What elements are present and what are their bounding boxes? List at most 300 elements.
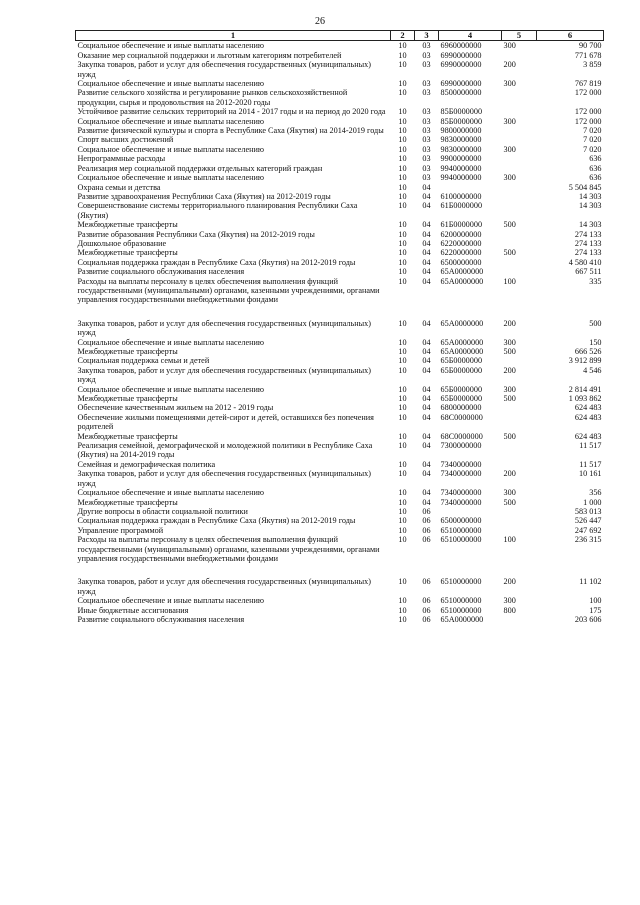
cell-amount: 636 — [589, 154, 602, 164]
cell-section: 10 — [398, 229, 407, 239]
cell-name: Развитие здравоохранения Республики Саха (Якутия) на 2012-2019 годы — [77, 191, 331, 201]
table-row — [76, 356, 604, 365]
cell-section: 10 — [398, 347, 407, 356]
cell-subsection: 04 — [422, 431, 431, 441]
cell-subsection: 04 — [422, 191, 431, 201]
cell-name: Социальное обеспечение и иные выплаты населению — [77, 384, 264, 394]
cell-section: 10 — [398, 516, 407, 526]
cell-amount: 667 511 — [575, 267, 602, 277]
cell-expense-type — [502, 258, 537, 267]
cell-subsection: 04 — [422, 337, 431, 347]
cell-expense-type: 200 — [503, 365, 516, 375]
table-row — [76, 192, 604, 201]
cell-target-article: 6510000000 — [440, 535, 482, 545]
cell-subsection: 03 — [422, 163, 431, 173]
cell-section: 10 — [398, 506, 407, 516]
cell-name: Межбюджетные трансферты — [77, 248, 178, 258]
cell-target-article: 65Б0000000 — [440, 356, 483, 366]
cell-name: Иные бюджетные ассигнования — [77, 605, 189, 615]
cell-target-article — [439, 507, 502, 516]
table-row — [76, 79, 604, 88]
cell-section: 10 — [398, 182, 407, 192]
cell-name: Социальное обеспечение и иные выплаты населению — [77, 144, 264, 154]
cell-amount: 274 133 — [574, 229, 602, 239]
cell-amount: 14 303 — [578, 191, 602, 201]
cell-subsection: 04 — [422, 365, 431, 375]
table-row — [76, 403, 604, 412]
cell-amount: 150 — [589, 337, 602, 347]
cell-section: 10 — [398, 497, 407, 507]
cell-subsection: 04 — [422, 318, 431, 328]
cell-amount: 7 020 — [583, 126, 602, 136]
cell-target-article — [439, 183, 502, 192]
cell-subsection: 04 — [422, 403, 431, 413]
cell-name: Устойчивое развитие сельских территорий на 2014 - 2017 годы и на период до 2020 года — [77, 107, 386, 117]
cell-subsection: 04 — [422, 356, 431, 366]
cell-amount: 10 161 — [578, 469, 602, 479]
cell-expense-type: 200 — [503, 577, 516, 587]
cell-amount: 203 606 — [574, 614, 602, 624]
cell-name: Социальная поддержка граждан в Республике Саха (Якутия) на 2012-2019 годы — [77, 516, 356, 526]
cell-subsection: 03 — [422, 173, 431, 183]
cell-expense-type — [502, 51, 537, 60]
table-row — [76, 319, 604, 338]
cell-name: Дошкольное образование — [77, 238, 167, 248]
cell-section: 10 — [398, 144, 407, 154]
table-body — [76, 41, 604, 624]
cell-name: Социальное обеспечение и иные выплаты населению — [77, 41, 264, 51]
cell-target-article: 7340000000 — [440, 488, 482, 498]
cell-expense-type: 300 — [503, 596, 516, 606]
cell-section: 10 — [398, 220, 407, 230]
cell-subsection: 03 — [422, 88, 431, 98]
cell-expense-type: 300 — [503, 173, 516, 183]
cell-name: Охрана семьи и детства — [77, 182, 161, 192]
cell-expense-type: 500 — [503, 248, 516, 258]
table-header-row — [76, 31, 604, 41]
cell-expense-type — [502, 441, 537, 460]
cell-subsection: 04 — [422, 248, 431, 258]
cell-name: Совершенствование системы территориального планирования Республики Саха (Якутия) — [77, 201, 358, 220]
cell-subsection: 03 — [422, 135, 431, 145]
cell-section: 10 — [398, 88, 407, 98]
cell-name: Закупка товаров, работ и услуг для обеспечения государственных (муниципальных) нужд — [77, 365, 371, 385]
cell-amount: 771 678 — [574, 50, 602, 60]
cell-name: Непрограммные расходы — [77, 154, 166, 164]
cell-target-article: 6500000000 — [440, 516, 482, 526]
cell-amount: 4 546 — [583, 365, 602, 375]
row-gap — [76, 305, 604, 319]
cell-name: Закупка товаров, работ и услуг для обеспечения государственных (муниципальных) нужд — [77, 60, 371, 79]
cell-subsection: 04 — [422, 276, 431, 286]
table-row — [76, 615, 604, 624]
cell-subsection: 04 — [422, 257, 431, 267]
cell-section: 10 — [398, 394, 407, 404]
cell-name: Социальное обеспечение и иные выплаты населению — [77, 596, 264, 606]
cell-expense-type — [502, 267, 537, 276]
cell-name: Закупка товаров, работ и услуг для обеспечения государственных (муниципальных) нужд — [77, 577, 371, 596]
cell-name: Реализация семейной, демографической и молодежной политики в Республике Саха (Якутия) на 2014-2019 годы — [77, 441, 373, 460]
cell-amount: 5 504 845 — [568, 182, 602, 192]
cell-subsection: 03 — [422, 154, 431, 164]
cell-section: 10 — [398, 79, 407, 89]
cell-subsection: 04 — [422, 267, 431, 277]
cell-target-article: 65А0000000 — [440, 318, 484, 328]
table-row — [76, 366, 604, 385]
cell-target-article: 8500000000 — [440, 88, 482, 98]
cell-expense-type — [502, 230, 537, 239]
table-row — [76, 432, 604, 441]
cell-section: 10 — [398, 403, 407, 413]
cell-target-article: 9900000000 — [440, 154, 482, 164]
cell-expense-type — [502, 88, 537, 107]
cell-target-article: 6990000000 — [440, 50, 482, 60]
table-row — [76, 347, 604, 356]
table-row — [76, 258, 604, 267]
cell-subsection: 04 — [422, 469, 431, 479]
cell-section: 10 — [398, 356, 407, 366]
cell-section: 10 — [398, 614, 407, 624]
table-row — [76, 596, 604, 605]
cell-amount: 11 102 — [579, 577, 602, 587]
cell-expense-type — [502, 460, 537, 469]
cell-expense-type: 300 — [503, 144, 516, 154]
cell-name: Развитие сельского хозяйства и регулирование рынков сельскохозяйственной продукции, сырья и продовольствия на 2012-2020 годы — [77, 88, 348, 107]
cell-target-article: 6990000000 — [440, 60, 482, 70]
cell-subsection: 03 — [422, 107, 431, 117]
cell-name: Расходы на выплаты персоналу в целях обеспечения выполнения функций государственными (муниципальными) органами, казенными учреждениями, органами управления государственными внебюджетными фондами — [77, 276, 380, 305]
cell-amount: 11 517 — [579, 459, 602, 469]
cell-amount: 636 — [589, 173, 602, 183]
budget-table — [75, 30, 604, 624]
cell-amount: 100 — [589, 596, 602, 606]
cell-target-article: 68С0000000 — [440, 431, 483, 441]
cell-name: Обеспечение жилыми помещениями детей-сирот и детей, оставшихся без попечения родителей — [77, 412, 374, 432]
cell-amount: 172 000 — [574, 107, 602, 117]
cell-subsection: 03 — [422, 144, 431, 154]
cell-expense-type: 300 — [503, 488, 516, 498]
table-row — [76, 413, 604, 432]
header-name: 1 — [76, 31, 391, 41]
cell-name: Оказание мер социальной поддержки и льготным категориям потребителей — [77, 50, 342, 60]
cell-name: Спорт высших достижений — [77, 135, 174, 145]
cell-subsection: 04 — [422, 497, 431, 507]
cell-subsection: 04 — [422, 238, 431, 248]
table-row — [76, 220, 604, 229]
cell-subsection: 06 — [422, 506, 431, 516]
cell-section: 10 — [398, 126, 407, 136]
table-row — [76, 88, 604, 107]
cell-amount: 3 859 — [583, 60, 602, 70]
cell-section: 10 — [398, 60, 407, 70]
cell-subsection: 03 — [422, 41, 431, 51]
cell-section: 10 — [398, 107, 407, 117]
cell-name: Развитие образования Республики Саха (Якутия) на 2012-2019 годы — [77, 229, 315, 239]
cell-target-article: 61Б0000000 — [440, 220, 483, 230]
cell-name: Социальное обеспечение и иные выплаты населению — [77, 79, 264, 89]
table-row — [76, 277, 604, 305]
cell-subsection: 03 — [422, 60, 431, 70]
table-row — [76, 248, 604, 257]
cell-target-article: 6510000000 — [440, 577, 482, 587]
cell-section: 10 — [398, 318, 407, 328]
cell-expense-type: 300 — [503, 41, 516, 51]
table-row — [76, 41, 604, 51]
cell-name: Социальная поддержка семьи и детей — [77, 356, 210, 366]
cell-expense-type: 200 — [503, 469, 516, 479]
cell-expense-type — [502, 413, 537, 432]
cell-name: Расходы на выплаты персоналу в целях обеспечения выполнения функций государственными (муниципальными) органами, казенными учреждениями, органами управления государственными внебюджетными фондами — [77, 535, 380, 563]
table-row — [76, 535, 604, 563]
cell-amount: 335 — [589, 276, 602, 286]
cell-target-article: 6220000000 — [440, 248, 482, 258]
table-row — [76, 507, 604, 516]
cell-section: 10 — [398, 605, 407, 615]
cell-target-article: 6220000000 — [440, 238, 482, 248]
table-row — [76, 117, 604, 126]
cell-amount: 526 447 — [574, 516, 602, 526]
cell-target-article: 61Б0000000 — [440, 201, 483, 211]
cell-name: Межбюджетные трансферты — [77, 497, 178, 507]
cell-amount: 666 526 — [574, 347, 602, 356]
cell-subsection: 04 — [422, 488, 431, 498]
cell-target-article: 6960000000 — [440, 41, 482, 51]
cell-target-article: 6800000000 — [440, 403, 482, 413]
table-row — [76, 51, 604, 60]
cell-amount: 1 000 — [583, 497, 602, 507]
cell-section: 10 — [398, 116, 407, 126]
header-amount: 6 — [537, 31, 604, 41]
cell-amount: 7 020 — [583, 144, 602, 154]
cell-name: Межбюджетные трансферты — [77, 220, 178, 230]
cell-expense-type — [502, 526, 537, 535]
table-row — [76, 135, 604, 144]
cell-amount: 624 483 — [574, 403, 602, 413]
cell-amount: 767 819 — [574, 79, 602, 89]
cell-subsection: 04 — [422, 384, 431, 394]
cell-target-article: 9830000000 — [440, 144, 482, 154]
cell-name: Социальное обеспечение и иные выплаты населению — [77, 116, 264, 126]
cell-subsection: 06 — [422, 596, 431, 606]
cell-section: 10 — [398, 257, 407, 267]
header-expense-type: 5 — [502, 31, 537, 41]
cell-name: Социальное обеспечение и иные выплаты населению — [77, 173, 264, 183]
table-row — [76, 516, 604, 525]
cell-amount: 172 000 — [574, 116, 602, 126]
cell-expense-type — [502, 164, 537, 173]
cell-target-article: 65А0000000 — [440, 267, 484, 277]
cell-expense-type: 100 — [503, 276, 516, 286]
table-row — [76, 577, 604, 596]
cell-section: 10 — [398, 41, 407, 51]
cell-target-article: 6100000000 — [440, 191, 482, 201]
cell-expense-type: 500 — [503, 347, 516, 356]
cell-subsection: 04 — [422, 441, 431, 451]
table-row — [76, 606, 604, 615]
cell-subsection: 04 — [422, 412, 431, 422]
cell-amount: 172 000 — [574, 88, 602, 98]
cell-section: 10 — [398, 201, 407, 211]
table-row — [76, 394, 604, 403]
cell-name: Управление программой — [77, 525, 164, 535]
cell-subsection: 03 — [422, 116, 431, 126]
cell-section: 10 — [398, 50, 407, 60]
cell-subsection: 06 — [422, 525, 431, 535]
cell-expense-type — [502, 615, 537, 624]
cell-amount: 1 093 862 — [568, 394, 602, 404]
cell-expense-type — [502, 135, 537, 144]
table-row — [76, 173, 604, 182]
cell-section: 10 — [398, 596, 407, 606]
table-row — [76, 385, 604, 394]
cell-amount: 356 — [589, 488, 602, 498]
cell-target-article: 9940000000 — [440, 173, 482, 183]
cell-expense-type — [502, 403, 537, 412]
cell-subsection: 06 — [422, 516, 431, 526]
cell-expense-type — [502, 107, 537, 116]
header-target-article: 4 — [439, 31, 502, 41]
cell-subsection: 04 — [422, 394, 431, 404]
cell-target-article: 6510000000 — [440, 596, 482, 606]
cell-section: 10 — [398, 154, 407, 164]
cell-target-article: 6990000000 — [440, 79, 482, 89]
cell-subsection: 03 — [422, 126, 431, 136]
cell-expense-type — [502, 516, 537, 525]
cell-target-article: 65Б0000000 — [440, 384, 483, 394]
cell-section: 10 — [398, 267, 407, 277]
header-subsection: 3 — [415, 31, 439, 41]
cell-target-article: 65А0000000 — [440, 276, 484, 286]
cell-name: Развитие социального обслуживания населения — [77, 267, 245, 277]
table-row — [76, 498, 604, 507]
table-row — [76, 441, 604, 460]
cell-expense-type — [502, 239, 537, 248]
cell-amount: 274 133 — [574, 248, 602, 258]
table-row — [76, 488, 604, 497]
cell-amount: 4 580 410 — [568, 257, 602, 267]
cell-name: Развитие социального обслуживания населения — [77, 614, 245, 624]
cell-subsection: 04 — [422, 182, 431, 192]
cell-section: 10 — [398, 276, 407, 286]
cell-target-article: 7340000000 — [440, 459, 482, 469]
cell-name: Межбюджетные трансферты — [77, 431, 178, 441]
cell-target-article: 7300000000 — [440, 441, 482, 451]
page-number: 26 — [315, 16, 325, 27]
cell-target-article: 65А0000000 — [440, 337, 484, 347]
cell-name: Социальное обеспечение и иные выплаты населению — [77, 488, 264, 498]
cell-amount: 14 303 — [578, 220, 602, 230]
cell-subsection: 04 — [422, 220, 431, 230]
cell-section: 10 — [398, 535, 407, 545]
cell-section: 10 — [398, 248, 407, 258]
cell-name: Реализация мер социальной поддержки отдельных категорий граждан — [77, 163, 323, 173]
cell-target-article: 65А0000000 — [440, 614, 484, 624]
cell-target-article: 85Б0000000 — [440, 107, 483, 117]
row-gap-cell — [76, 563, 604, 577]
cell-amount: 2 814 491 — [568, 384, 602, 394]
cell-section: 10 — [398, 412, 407, 422]
cell-target-article: 65Б0000000 — [440, 365, 483, 375]
cell-subsection: 04 — [422, 459, 431, 469]
cell-section: 10 — [398, 441, 407, 451]
table-row — [76, 460, 604, 469]
table-row — [76, 201, 604, 220]
cell-amount: 247 692 — [574, 525, 602, 535]
cell-name: Межбюджетные трансферты — [77, 347, 178, 356]
table-row — [76, 183, 604, 192]
cell-subsection: 06 — [422, 614, 431, 624]
cell-amount: 236 315 — [574, 535, 602, 545]
cell-section: 10 — [398, 191, 407, 201]
cell-target-article: 6510000000 — [440, 525, 482, 535]
cell-subsection: 04 — [422, 229, 431, 239]
table-row — [76, 107, 604, 116]
cell-amount: 636 — [589, 163, 602, 173]
cell-expense-type: 200 — [503, 318, 516, 328]
table-row — [76, 526, 604, 535]
cell-section: 10 — [398, 525, 407, 535]
cell-target-article: 6500000000 — [440, 257, 482, 267]
cell-expense-type: 300 — [503, 79, 516, 89]
cell-section: 10 — [398, 469, 407, 479]
cell-subsection: 04 — [422, 201, 431, 211]
cell-name: Другие вопросы в области социальной политики — [77, 506, 248, 516]
cell-name: Закупка товаров, работ и услуг для обеспечения государственных (муниципальных) нужд — [77, 469, 371, 488]
cell-target-article: 9830000000 — [440, 135, 482, 145]
cell-expense-type — [502, 356, 537, 365]
cell-section: 10 — [398, 384, 407, 394]
cell-subsection: 06 — [422, 535, 431, 545]
cell-expense-type — [502, 154, 537, 163]
cell-target-article: 6200000000 — [440, 229, 482, 239]
table-row — [76, 145, 604, 154]
cell-section: 10 — [398, 459, 407, 469]
cell-section: 10 — [398, 365, 407, 375]
table-row — [76, 230, 604, 239]
cell-name: Закупка товаров, работ и услуг для обеспечения государственных (муниципальных) нужд — [77, 318, 371, 338]
cell-expense-type: 300 — [503, 384, 516, 394]
cell-name: Обеспечение качественным жильем на 2012 - 2019 годы — [77, 403, 274, 413]
cell-target-article: 65А0000000 — [440, 347, 484, 356]
cell-target-article: 85Б0000000 — [440, 116, 483, 126]
cell-expense-type: 300 — [503, 116, 516, 126]
cell-expense-type — [502, 126, 537, 135]
cell-amount: 274 133 — [574, 238, 602, 248]
table-row — [76, 164, 604, 173]
cell-amount: 175 — [589, 605, 602, 615]
cell-subsection: 06 — [422, 577, 431, 587]
cell-subsection: 04 — [422, 347, 431, 356]
cell-section: 10 — [398, 135, 407, 145]
table-row — [76, 126, 604, 135]
cell-expense-type: 100 — [503, 535, 516, 545]
cell-expense-type — [502, 507, 537, 516]
cell-amount: 500 — [589, 318, 602, 328]
cell-amount: 624 483 — [574, 431, 602, 441]
table-row — [76, 469, 604, 488]
cell-expense-type — [502, 201, 537, 220]
cell-expense-type: 500 — [503, 497, 516, 507]
cell-expense-type — [502, 183, 537, 192]
table-row — [76, 154, 604, 163]
cell-section: 10 — [398, 577, 407, 587]
cell-amount: 14 303 — [578, 201, 602, 211]
row-gap-cell — [76, 305, 604, 319]
cell-expense-type — [502, 192, 537, 201]
cell-target-article: 7340000000 — [440, 469, 482, 479]
cell-name: Социальная поддержка граждан в Республике Саха (Якутия) на 2012-2019 годы — [77, 257, 356, 267]
cell-section: 10 — [398, 337, 407, 347]
